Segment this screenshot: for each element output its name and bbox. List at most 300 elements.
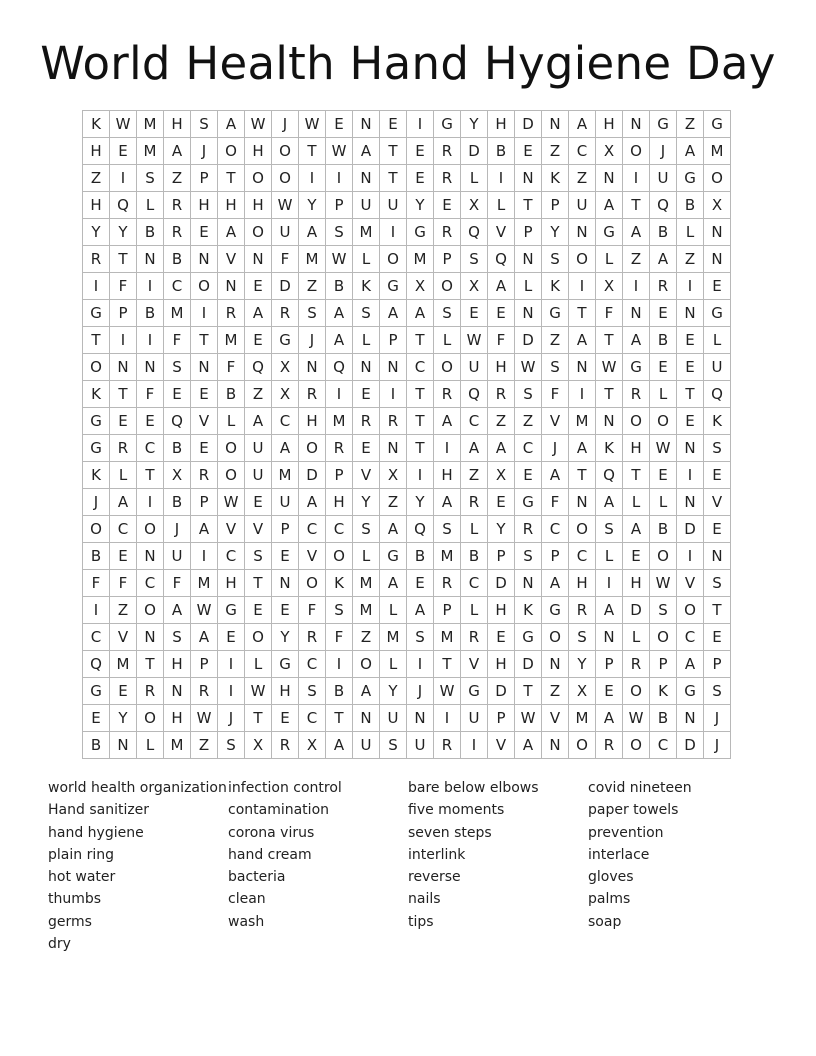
grid-cell: O xyxy=(569,732,596,759)
grid-cell: Q xyxy=(164,408,191,435)
grid-cell: R xyxy=(353,408,380,435)
grid-cell: L xyxy=(137,192,164,219)
grid-cell: Z xyxy=(542,678,569,705)
grid-cell: I xyxy=(407,111,434,138)
grid-cell: P xyxy=(488,543,515,570)
grid-cell: B xyxy=(407,543,434,570)
grid-cell: E xyxy=(434,192,461,219)
grid-cell: F xyxy=(83,570,110,597)
grid-cell: P xyxy=(434,597,461,624)
grid-cell: A xyxy=(353,678,380,705)
grid-cell: Y xyxy=(542,219,569,246)
grid-cell: G xyxy=(650,111,677,138)
grid-cell: H xyxy=(488,651,515,678)
grid-cell: D xyxy=(515,111,542,138)
grid-cell: G xyxy=(596,219,623,246)
grid-cell: R xyxy=(272,732,299,759)
grid-cell: R xyxy=(164,192,191,219)
grid-cell: E xyxy=(596,678,623,705)
grid-cell: N xyxy=(596,408,623,435)
grid-cell: I xyxy=(326,381,353,408)
grid-cell: V xyxy=(218,516,245,543)
grid-cell: F xyxy=(542,381,569,408)
grid-cell: N xyxy=(272,570,299,597)
grid-cell: F xyxy=(110,273,137,300)
grid-cell: G xyxy=(380,273,407,300)
grid-cell: R xyxy=(299,624,326,651)
grid-cell: X xyxy=(488,462,515,489)
word-list-column xyxy=(408,777,588,955)
grid-cell: U xyxy=(380,705,407,732)
grid-cell: J xyxy=(272,111,299,138)
word-list-item: interlace xyxy=(588,846,650,863)
grid-cell: S xyxy=(380,732,407,759)
grid-cell: V xyxy=(461,651,488,678)
grid-cell: V xyxy=(488,219,515,246)
grid-cell: V xyxy=(218,246,245,273)
grid-cell: F xyxy=(596,300,623,327)
grid-cell: M xyxy=(110,651,137,678)
grid-cell: A xyxy=(488,273,515,300)
grid-cell: Z xyxy=(164,165,191,192)
grid-cell: Y xyxy=(461,111,488,138)
grid-cell: T xyxy=(596,327,623,354)
word-list-column xyxy=(48,777,228,955)
grid-cell: A xyxy=(299,489,326,516)
grid-cell: L xyxy=(218,408,245,435)
grid-cell: G xyxy=(623,354,650,381)
grid-cell: A xyxy=(353,138,380,165)
grid-cell: U xyxy=(272,219,299,246)
grid-cell: U xyxy=(569,192,596,219)
grid-cell: A xyxy=(461,435,488,462)
grid-cell: A xyxy=(191,516,218,543)
grid-cell: A xyxy=(596,192,623,219)
grid-cell: A xyxy=(677,651,704,678)
grid-cell: C xyxy=(461,408,488,435)
grid-cell: B xyxy=(137,219,164,246)
grid-cell: Z xyxy=(515,408,542,435)
grid-cell: E xyxy=(677,354,704,381)
grid-cell: Y xyxy=(110,705,137,732)
grid-cell: L xyxy=(353,327,380,354)
grid-cell: E xyxy=(515,138,542,165)
grid-cell: D xyxy=(299,462,326,489)
grid-cell: Q xyxy=(326,354,353,381)
grid-cell: V xyxy=(542,408,569,435)
grid-cell: C xyxy=(299,651,326,678)
grid-cell: A xyxy=(191,624,218,651)
grid-cell: D xyxy=(461,138,488,165)
grid-cell: P xyxy=(542,543,569,570)
grid-cell: Q xyxy=(461,381,488,408)
grid-cell: J xyxy=(218,705,245,732)
grid-cell: R xyxy=(434,219,461,246)
grid-cell: M xyxy=(164,300,191,327)
word-list-item: prevention xyxy=(588,824,664,841)
grid-cell: F xyxy=(164,570,191,597)
grid-row xyxy=(83,192,731,219)
grid-cell: A xyxy=(596,489,623,516)
grid-cell: N xyxy=(137,624,164,651)
grid-cell: M xyxy=(353,597,380,624)
word-list-item: corona virus xyxy=(228,824,315,841)
grid-cell: A xyxy=(623,516,650,543)
grid-cell: O xyxy=(245,219,272,246)
grid-cell: G xyxy=(515,624,542,651)
grid-cell: S xyxy=(434,300,461,327)
grid-cell: E xyxy=(191,219,218,246)
grid-cell: E xyxy=(488,300,515,327)
grid-cell: Z xyxy=(623,246,650,273)
grid-cell: N xyxy=(569,354,596,381)
grid-cell: K xyxy=(515,597,542,624)
grid-cell: Z xyxy=(353,624,380,651)
grid-cell: E xyxy=(623,543,650,570)
grid-row xyxy=(83,435,731,462)
grid-cell: U xyxy=(245,462,272,489)
grid-cell: B xyxy=(137,300,164,327)
word-list-item: soap xyxy=(588,913,622,930)
grid-cell: H xyxy=(164,705,191,732)
grid-cell: F xyxy=(326,624,353,651)
grid-cell: U xyxy=(272,489,299,516)
grid-cell: B xyxy=(83,543,110,570)
grid-cell: T xyxy=(245,570,272,597)
grid-cell: B xyxy=(650,327,677,354)
grid-cell: I xyxy=(380,219,407,246)
grid-cell: C xyxy=(542,516,569,543)
grid-cell: Y xyxy=(272,624,299,651)
grid-cell: B xyxy=(461,543,488,570)
grid-row xyxy=(83,219,731,246)
grid-cell: G xyxy=(461,678,488,705)
grid-cell: A xyxy=(299,219,326,246)
grid-cell: G xyxy=(83,300,110,327)
grid-cell: U xyxy=(407,732,434,759)
grid-cell: C xyxy=(407,354,434,381)
grid-cell: X xyxy=(407,273,434,300)
grid-cell: E xyxy=(488,489,515,516)
grid-cell: N xyxy=(380,354,407,381)
grid-cell: E xyxy=(650,300,677,327)
grid-cell: A xyxy=(596,597,623,624)
grid-cell: X xyxy=(704,192,731,219)
grid-cell: Q xyxy=(245,354,272,381)
grid-cell: S xyxy=(650,597,677,624)
grid-cell: Y xyxy=(353,489,380,516)
grid-cell: M xyxy=(299,246,326,273)
grid-cell: W xyxy=(245,678,272,705)
grid-cell: R xyxy=(164,219,191,246)
grid-cell: H xyxy=(623,570,650,597)
grid-cell: Z xyxy=(83,165,110,192)
word-list-item: hot water xyxy=(48,869,116,886)
grid-cell: B xyxy=(650,219,677,246)
grid-cell: E xyxy=(110,678,137,705)
grid-cell: W xyxy=(461,327,488,354)
grid-cell: A xyxy=(380,570,407,597)
grid-cell: W xyxy=(326,138,353,165)
grid-cell: O xyxy=(434,273,461,300)
grid-cell: N xyxy=(542,651,569,678)
grid-cell: M xyxy=(353,219,380,246)
grid-cell: L xyxy=(245,651,272,678)
grid-cell: I xyxy=(110,165,137,192)
grid-cell: A xyxy=(434,489,461,516)
grid-cell: R xyxy=(191,678,218,705)
grid-cell: V xyxy=(191,408,218,435)
grid-row xyxy=(83,138,731,165)
grid-cell: U xyxy=(353,732,380,759)
grid-cell: N xyxy=(677,435,704,462)
grid-cell: P xyxy=(326,192,353,219)
grid-cell: L xyxy=(596,543,623,570)
grid-cell: R xyxy=(326,435,353,462)
grid-cell: O xyxy=(623,732,650,759)
grid-cell: W xyxy=(299,111,326,138)
grid-cell: D xyxy=(488,678,515,705)
grid-cell: L xyxy=(461,516,488,543)
grid-cell: V xyxy=(677,570,704,597)
grid-cell: I xyxy=(623,165,650,192)
grid-cell: N xyxy=(164,678,191,705)
grid-cell: N xyxy=(137,354,164,381)
grid-row xyxy=(83,381,731,408)
grid-cell: W xyxy=(272,192,299,219)
grid-cell: N xyxy=(110,732,137,759)
grid-cell: W xyxy=(191,597,218,624)
grid-cell: F xyxy=(272,246,299,273)
grid-cell: S xyxy=(704,678,731,705)
grid-cell: W xyxy=(515,354,542,381)
grid-cell: G xyxy=(380,543,407,570)
grid-cell: T xyxy=(407,327,434,354)
grid-cell: Q xyxy=(596,462,623,489)
grid-cell: W xyxy=(650,570,677,597)
grid-cell: J xyxy=(83,489,110,516)
grid-cell: N xyxy=(353,165,380,192)
grid-cell: N xyxy=(569,219,596,246)
grid-cell: J xyxy=(704,732,731,759)
grid-cell: X xyxy=(272,354,299,381)
grid-cell: Z xyxy=(191,732,218,759)
grid-cell: P xyxy=(191,165,218,192)
grid-cell: I xyxy=(137,489,164,516)
grid-cell: X xyxy=(272,381,299,408)
word-list-item: contamination xyxy=(228,802,330,819)
grid-cell: T xyxy=(407,435,434,462)
grid-cell: P xyxy=(326,462,353,489)
grid-cell: O xyxy=(542,624,569,651)
grid-cell: A xyxy=(623,327,650,354)
grid-cell: A xyxy=(380,516,407,543)
grid-cell: H xyxy=(245,192,272,219)
grid-cell: Y xyxy=(569,651,596,678)
grid-cell: M xyxy=(704,138,731,165)
grid-cell: T xyxy=(299,138,326,165)
grid-cell: R xyxy=(623,651,650,678)
grid-cell: P xyxy=(515,219,542,246)
grid-cell: L xyxy=(650,381,677,408)
grid-cell: L xyxy=(137,732,164,759)
grid-row xyxy=(83,570,731,597)
grid-cell: F xyxy=(542,489,569,516)
grid-cell: W xyxy=(515,705,542,732)
grid-cell: A xyxy=(569,111,596,138)
grid-cell: H xyxy=(488,111,515,138)
grid-cell: L xyxy=(380,651,407,678)
grid-cell: G xyxy=(218,597,245,624)
grid-cell: O xyxy=(623,678,650,705)
grid-cell: P xyxy=(191,489,218,516)
grid-cell: L xyxy=(353,246,380,273)
grid-cell: O xyxy=(299,570,326,597)
grid-cell: X xyxy=(569,678,596,705)
grid-cell: T xyxy=(326,705,353,732)
grid-cell: R xyxy=(191,462,218,489)
grid-cell: A xyxy=(164,138,191,165)
grid-cell: Q xyxy=(650,192,677,219)
grid-cell: G xyxy=(704,300,731,327)
grid-cell: M xyxy=(353,570,380,597)
word-list-item: five moments xyxy=(408,802,505,819)
grid-cell: H xyxy=(272,678,299,705)
grid-cell: P xyxy=(650,651,677,678)
grid-cell: I xyxy=(407,651,434,678)
grid-cell: G xyxy=(83,678,110,705)
grid-cell: C xyxy=(569,543,596,570)
grid-cell: G xyxy=(83,435,110,462)
grid-cell: N xyxy=(137,246,164,273)
grid-row xyxy=(83,705,731,732)
grid-cell: V xyxy=(110,624,137,651)
grid-cell: D xyxy=(623,597,650,624)
grid-cell: J xyxy=(407,678,434,705)
grid-cell: I xyxy=(407,462,434,489)
grid-cell: A xyxy=(380,300,407,327)
grid-cell: T xyxy=(218,165,245,192)
grid-cell: T xyxy=(569,462,596,489)
grid-cell: E xyxy=(353,435,380,462)
grid-cell: N xyxy=(353,705,380,732)
word-list-item: bacteria xyxy=(228,869,286,886)
grid-cell: E xyxy=(704,624,731,651)
grid-cell: V xyxy=(299,543,326,570)
grid-cell: R xyxy=(623,381,650,408)
grid-cell: O xyxy=(353,651,380,678)
word-list-item: seven steps xyxy=(408,824,492,841)
grid-cell: P xyxy=(596,651,623,678)
grid-row xyxy=(83,111,731,138)
grid-row xyxy=(83,678,731,705)
grid-cell: I xyxy=(596,570,623,597)
word-list-item: hand hygiene xyxy=(48,824,144,841)
grid-cell: E xyxy=(326,111,353,138)
word-list-column xyxy=(228,777,408,955)
grid-cell: L xyxy=(677,219,704,246)
grid-cell: H xyxy=(623,435,650,462)
word-list-item: tips xyxy=(408,913,434,930)
grid-cell: G xyxy=(434,111,461,138)
grid-cell: L xyxy=(434,327,461,354)
grid-cell: L xyxy=(353,543,380,570)
grid-cell: T xyxy=(704,597,731,624)
grid-cell: U xyxy=(461,354,488,381)
word-list-item: bare below elbows xyxy=(408,780,539,796)
grid-cell: W xyxy=(434,678,461,705)
grid-cell: S xyxy=(245,543,272,570)
grid-cell: I xyxy=(488,165,515,192)
grid-cell: S xyxy=(515,381,542,408)
grid-cell: K xyxy=(704,408,731,435)
grid-cell: O xyxy=(218,435,245,462)
grid-cell: A xyxy=(110,489,137,516)
grid-cell: H xyxy=(326,489,353,516)
grid-cell: A xyxy=(677,138,704,165)
grid-cell: A xyxy=(407,597,434,624)
grid-cell: I xyxy=(461,732,488,759)
grid-cell: N xyxy=(515,165,542,192)
grid-cell: G xyxy=(272,651,299,678)
grid-cell: O xyxy=(272,138,299,165)
grid-cell: R xyxy=(434,165,461,192)
grid-cell: H xyxy=(488,597,515,624)
grid-cell: H xyxy=(83,138,110,165)
grid-cell: E xyxy=(353,381,380,408)
grid-cell: I xyxy=(434,705,461,732)
grid-cell: Q xyxy=(110,192,137,219)
grid-cell: X xyxy=(596,138,623,165)
grid-cell: L xyxy=(380,597,407,624)
grid-cell: B xyxy=(677,192,704,219)
grid-cell: T xyxy=(515,192,542,219)
grid-cell: E xyxy=(137,408,164,435)
grid-cell: A xyxy=(569,435,596,462)
grid-cell: G xyxy=(83,408,110,435)
grid-cell: Y xyxy=(83,219,110,246)
grid-cell: H xyxy=(191,192,218,219)
grid-cell: U xyxy=(650,165,677,192)
grid-cell: M xyxy=(137,138,164,165)
grid-cell: Q xyxy=(488,246,515,273)
grid-cell: A xyxy=(650,246,677,273)
grid-cell: O xyxy=(623,408,650,435)
grid-cell: V xyxy=(353,462,380,489)
grid-cell: I xyxy=(677,273,704,300)
word-list-item: wash xyxy=(228,913,265,930)
grid-cell: G xyxy=(542,300,569,327)
grid-cell: C xyxy=(299,705,326,732)
grid-cell: S xyxy=(569,624,596,651)
grid-cell: Y xyxy=(380,678,407,705)
grid-cell: A xyxy=(542,570,569,597)
word-list-item: gloves xyxy=(588,869,634,886)
grid-cell: N xyxy=(569,489,596,516)
grid-cell: N xyxy=(137,543,164,570)
grid-cell: A xyxy=(326,732,353,759)
grid-cell: C xyxy=(569,138,596,165)
grid-cell: N xyxy=(515,570,542,597)
grid-cell: D xyxy=(515,327,542,354)
grid-cell: K xyxy=(83,111,110,138)
grid-cell: M xyxy=(326,408,353,435)
grid-cell: K xyxy=(83,462,110,489)
grid-cell: T xyxy=(407,408,434,435)
grid-cell: H xyxy=(164,111,191,138)
grid-row xyxy=(83,489,731,516)
grid-cell: D xyxy=(677,732,704,759)
